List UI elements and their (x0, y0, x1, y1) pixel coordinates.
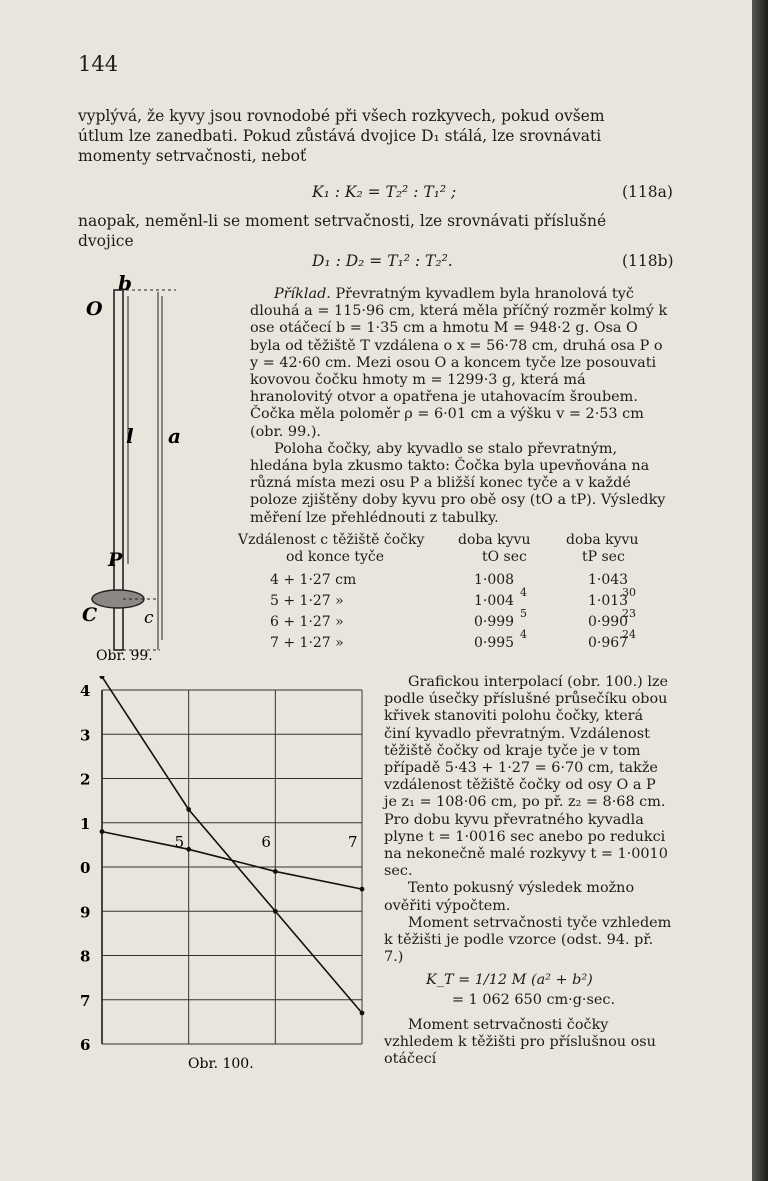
y-tick-label: 0 (80, 859, 91, 877)
table-cell-tp: 0·990 (588, 614, 629, 630)
chart-y-labels (80, 682, 90, 1054)
data-point (100, 829, 105, 834)
table-cell-c: 7 + 1·27 » (270, 635, 344, 651)
table-cell-to: 1·008 (474, 572, 515, 588)
intro-line-5: dvojice (78, 232, 134, 250)
moment-paragraph: Moment setrvačnosti tyče vzhledem k těžišti je podle vzorce (odst. 94. př. 7.) (384, 914, 672, 966)
page-edge-shadow (752, 0, 768, 1181)
equation-118b: D₁ : D₂ = T₁² : T₂². (312, 252, 453, 270)
y-tick-label: 2 (80, 770, 91, 789)
fig100-caption: Obr. 100. (188, 1056, 254, 1072)
interpolation-paragraph: Grafickou interpolací (obr. 100.) lze podle úsečky příslušné průsečíku obou křivek stanoviti polohu čočky, která činí kyvadlo převratným. Vzdálenost těžiště čočky od kraje tyče je v tom případě 5·43 + 1·27 = 6·70 cm, takže vzdálenost těžiště čočky od osy O a P je z₁ = 108·06 cm, po př. z₂ = 8·68 cm. Pro dobu kyvu převratného kyvadla plyne t = 1·0016 sec anebo po redukci na nekonečně malé rozkyvy t = 1·0010 sec. (384, 674, 669, 880)
fig99-caption: Obr. 99. (96, 648, 153, 664)
y-tick-label: 7 (80, 991, 91, 1010)
y-tick-label: 6 (80, 1036, 91, 1054)
moment-equation-1: K_T = 1/12 M (a² + b²) (426, 972, 593, 989)
y-tick-label: 1 (80, 814, 91, 833)
table-header-c1: Vzdálenost c těžiště čočky (238, 532, 425, 548)
table-diff-p: 30 (622, 586, 636, 599)
fig99-label-O: O (86, 298, 103, 320)
data-point (360, 887, 365, 892)
y-tick-label: 9 (80, 903, 91, 922)
fig99-label-b: b (118, 271, 132, 295)
series-line-2 (102, 677, 362, 1013)
example-label: Příklad. (274, 286, 331, 302)
table-header-tp1: doba kyvu (566, 532, 639, 548)
y-tick-label: 4 (80, 682, 91, 700)
intro-line-2: útlum lze zanedbati. Pokud zůstává dvojice D₁ stálá, lze srovnávati (78, 127, 602, 145)
intro-line-3: momenty setrvačnosti, neboť (78, 147, 307, 165)
equation-number-118a: (118a) (622, 183, 673, 201)
example-column (250, 286, 670, 527)
intro-line-1: vyplývá, že kyvy jsou rovnodobé při všech rozkyvech, pokud ovšem (78, 107, 605, 125)
y-tick-label: 8 (80, 947, 91, 966)
chart-series (100, 676, 365, 1015)
data-point (186, 807, 191, 812)
table-header-to1: doba kyvu (458, 532, 531, 548)
example-paragraph-1 (250, 286, 670, 441)
table-cell-to: 0·999 (474, 614, 515, 630)
data-point (273, 869, 278, 874)
fig99-label-c: c (144, 608, 154, 628)
page-number: 144 (78, 52, 119, 76)
x-tick-label: 5 (174, 832, 185, 851)
lens-moment-paragraph: Moment setrvačnosti čočky vzhledem k těžišti pro příslušnou osu otáčecí (384, 1016, 656, 1068)
verification-paragraph: Tento pokusný výsledek možno ověřiti výpočtem. (384, 880, 635, 914)
table-cell-c: 6 + 1·27 » (270, 614, 344, 630)
fig99-label-C: C (82, 604, 98, 626)
table-diff-o: 4 (520, 628, 527, 641)
x-tick-label: 7 (348, 832, 358, 851)
chart-grid (102, 690, 362, 1044)
fig99-label-l: l (126, 424, 134, 448)
table-cell-to: 0·995 (474, 635, 515, 651)
chart-x-labels (175, 833, 358, 851)
table-diff-o: 4 (520, 586, 527, 599)
data-point (273, 909, 278, 914)
figure-100-chart (72, 676, 376, 1072)
equation-number-118b: (118b) (622, 252, 674, 270)
intro-line-4: naopak, neměnl-li se moment setrvačnosti, lze srovnávati příslušné (78, 212, 607, 230)
table-header-c2: od konce tyče (286, 549, 385, 565)
moment-equation-2: = 1 062 650 cm·g·sec. (452, 991, 616, 1008)
example-text-1: Převratným kyvadlem byla hranolová tyč dlouhá a = 115·96 cm, která měla příčný rozměr kolmý k ose otáčecí b = 1·35 cm a hmotu M = 948·2 g. Osa O byla od těžiště T vzdálena o x = 56·78 cm, druhá osa P o y = 42·60 cm. Mezi osou O a koncem tyče lze posouvati kovovou čočku hmoty m = 1299·3 g, která má hranolovitý otvor a opatřena je utahovacím šroubem. Čočka měla poloměr ρ = 6·01 cm a výšku v = 2·53 cm (obr. 99.). (250, 286, 668, 440)
table-header (238, 532, 678, 570)
table-header-tp2: tP sec (582, 549, 625, 565)
table-diff-o: 5 (520, 607, 527, 620)
table-diff-p: 23 (622, 607, 636, 620)
table-cell-to: 1·004 (474, 593, 515, 609)
table-cell-c: 4 + 1·27 cm (270, 572, 357, 588)
data-point (360, 1011, 365, 1016)
example-paragraph-2: Poloha čočky, aby kyvadlo se stalo převratným, hledána byla zkusmo takto: Čočka byla upevňována na různá místa mezi osu P a bližší konec tyče a v každé poloze zjištěny doby kyvu pro obě osy (tO a tP). Výsledky měření lze přehlédnouti z tabulky. (250, 440, 666, 526)
table-diff-p: 24 (622, 628, 636, 641)
fig99-label-a: a (168, 424, 181, 448)
y-tick-label: 3 (80, 726, 91, 745)
table-cell-c: 5 + 1·27 » (270, 593, 344, 609)
table-cell-tp: 0·967 (588, 635, 629, 651)
figure-99 (76, 266, 254, 666)
interpolation-column (384, 674, 672, 1068)
data-point (186, 847, 191, 852)
table-cell-tp: 1·043 (588, 572, 629, 588)
table-cell-tp: 1·013 (588, 593, 629, 609)
x-tick-label: 6 (261, 832, 271, 851)
table-header-to2: tO sec (482, 549, 527, 565)
fig99-label-P: P (108, 549, 123, 571)
equation-118a: K₁ : K₂ = T₂² : T₁² ; (312, 183, 457, 201)
